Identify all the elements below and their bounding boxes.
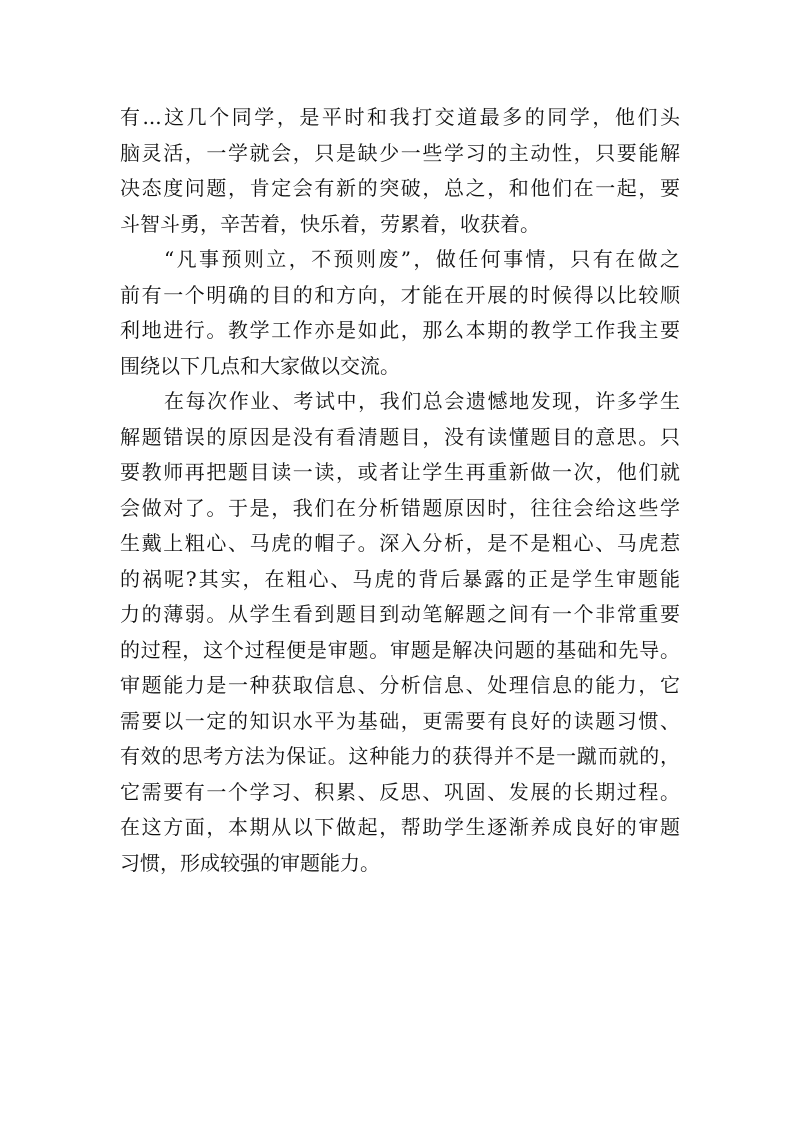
paragraph-3-line-3: 要教师再把题目读一读，或者让学生再重新做一次，他们就 bbox=[120, 460, 680, 484]
paragraph-3-line-9: 审题能力是一种获取信息、分析信息、处理信息的能力，它 bbox=[120, 673, 680, 697]
paragraph-3-line-10: 需要以一定的知识水平为基础，更需要有良好的读题习惯、 bbox=[120, 708, 680, 733]
paragraph-2-line-4: 围绕以下几点和大家做以交流。 bbox=[120, 353, 400, 378]
paragraph-2-line-3: 利地进行。教学工作亦是如此，那么本期的教学工作我主要 bbox=[120, 318, 680, 342]
paragraph-3-line-6: 的祸呢?其实，在粗心、马虎的背后暴露的正是学生审题能 bbox=[120, 566, 680, 591]
paragraph-1-line-1: 有...这几个同学，是平时和我打交道最多的同学，他们头 bbox=[120, 105, 680, 129]
paragraph-1-line-2: 脑灵活，一学就会，只是缺少一些学习的主动性，只要能解 bbox=[120, 140, 680, 165]
paragraph-1-line-3: 决态度问题，肯定会有新的突破，总之，和他们在一起，要 bbox=[120, 176, 680, 200]
paragraph-2-line-1: “凡事预则立，不预则废”，做任何事情，只有在做之 bbox=[164, 247, 680, 271]
paragraph-2-line-2: 前有一个明确的目的和方向，才能在开展的时候得以比较顺 bbox=[120, 282, 680, 307]
paragraph-3-line-11: 有效的思考方法为保证。这种能力的获得并不是一蹴而就的， bbox=[120, 744, 680, 768]
paragraph-3-line-1: 在每次作业、考试中，我们总会遗憾地发现，许多学生 bbox=[164, 389, 680, 413]
paragraph-3-line-7: 力的薄弱。从学生看到题目到动笔解题之间有一个非常重要 bbox=[120, 602, 680, 626]
paragraph-3-line-14: 习惯，形成较强的审题能力。 bbox=[120, 850, 380, 875]
paragraph-3-line-4: 会做对了。于是，我们在分析错题原因时，往往会给这些学 bbox=[120, 495, 680, 520]
paragraph-3-line-2: 解题错误的原因是没有看清题目，没有读懂题目的意思。只 bbox=[120, 424, 680, 449]
paragraph-3-line-8: 的过程，这个过程便是审题。审题是解决问题的基础和先导。 bbox=[120, 637, 680, 662]
paragraph-3-line-12: 它需要有一个学习、积累、反思、巩固、发展的长期过程。 bbox=[120, 779, 680, 804]
paragraph-3-line-13: 在这方面，本期从以下做起，帮助学生逐渐养成良好的审题 bbox=[120, 815, 680, 839]
paragraph-1-line-4: 斗智斗勇，辛苦着，快乐着，劳累着，收获着。 bbox=[120, 211, 540, 236]
paragraph-3-line-5: 生戴上粗心、马虎的帽子。深入分析，是不是粗心、马虎惹 bbox=[120, 531, 680, 555]
body-text bbox=[120, 100, 680, 881]
